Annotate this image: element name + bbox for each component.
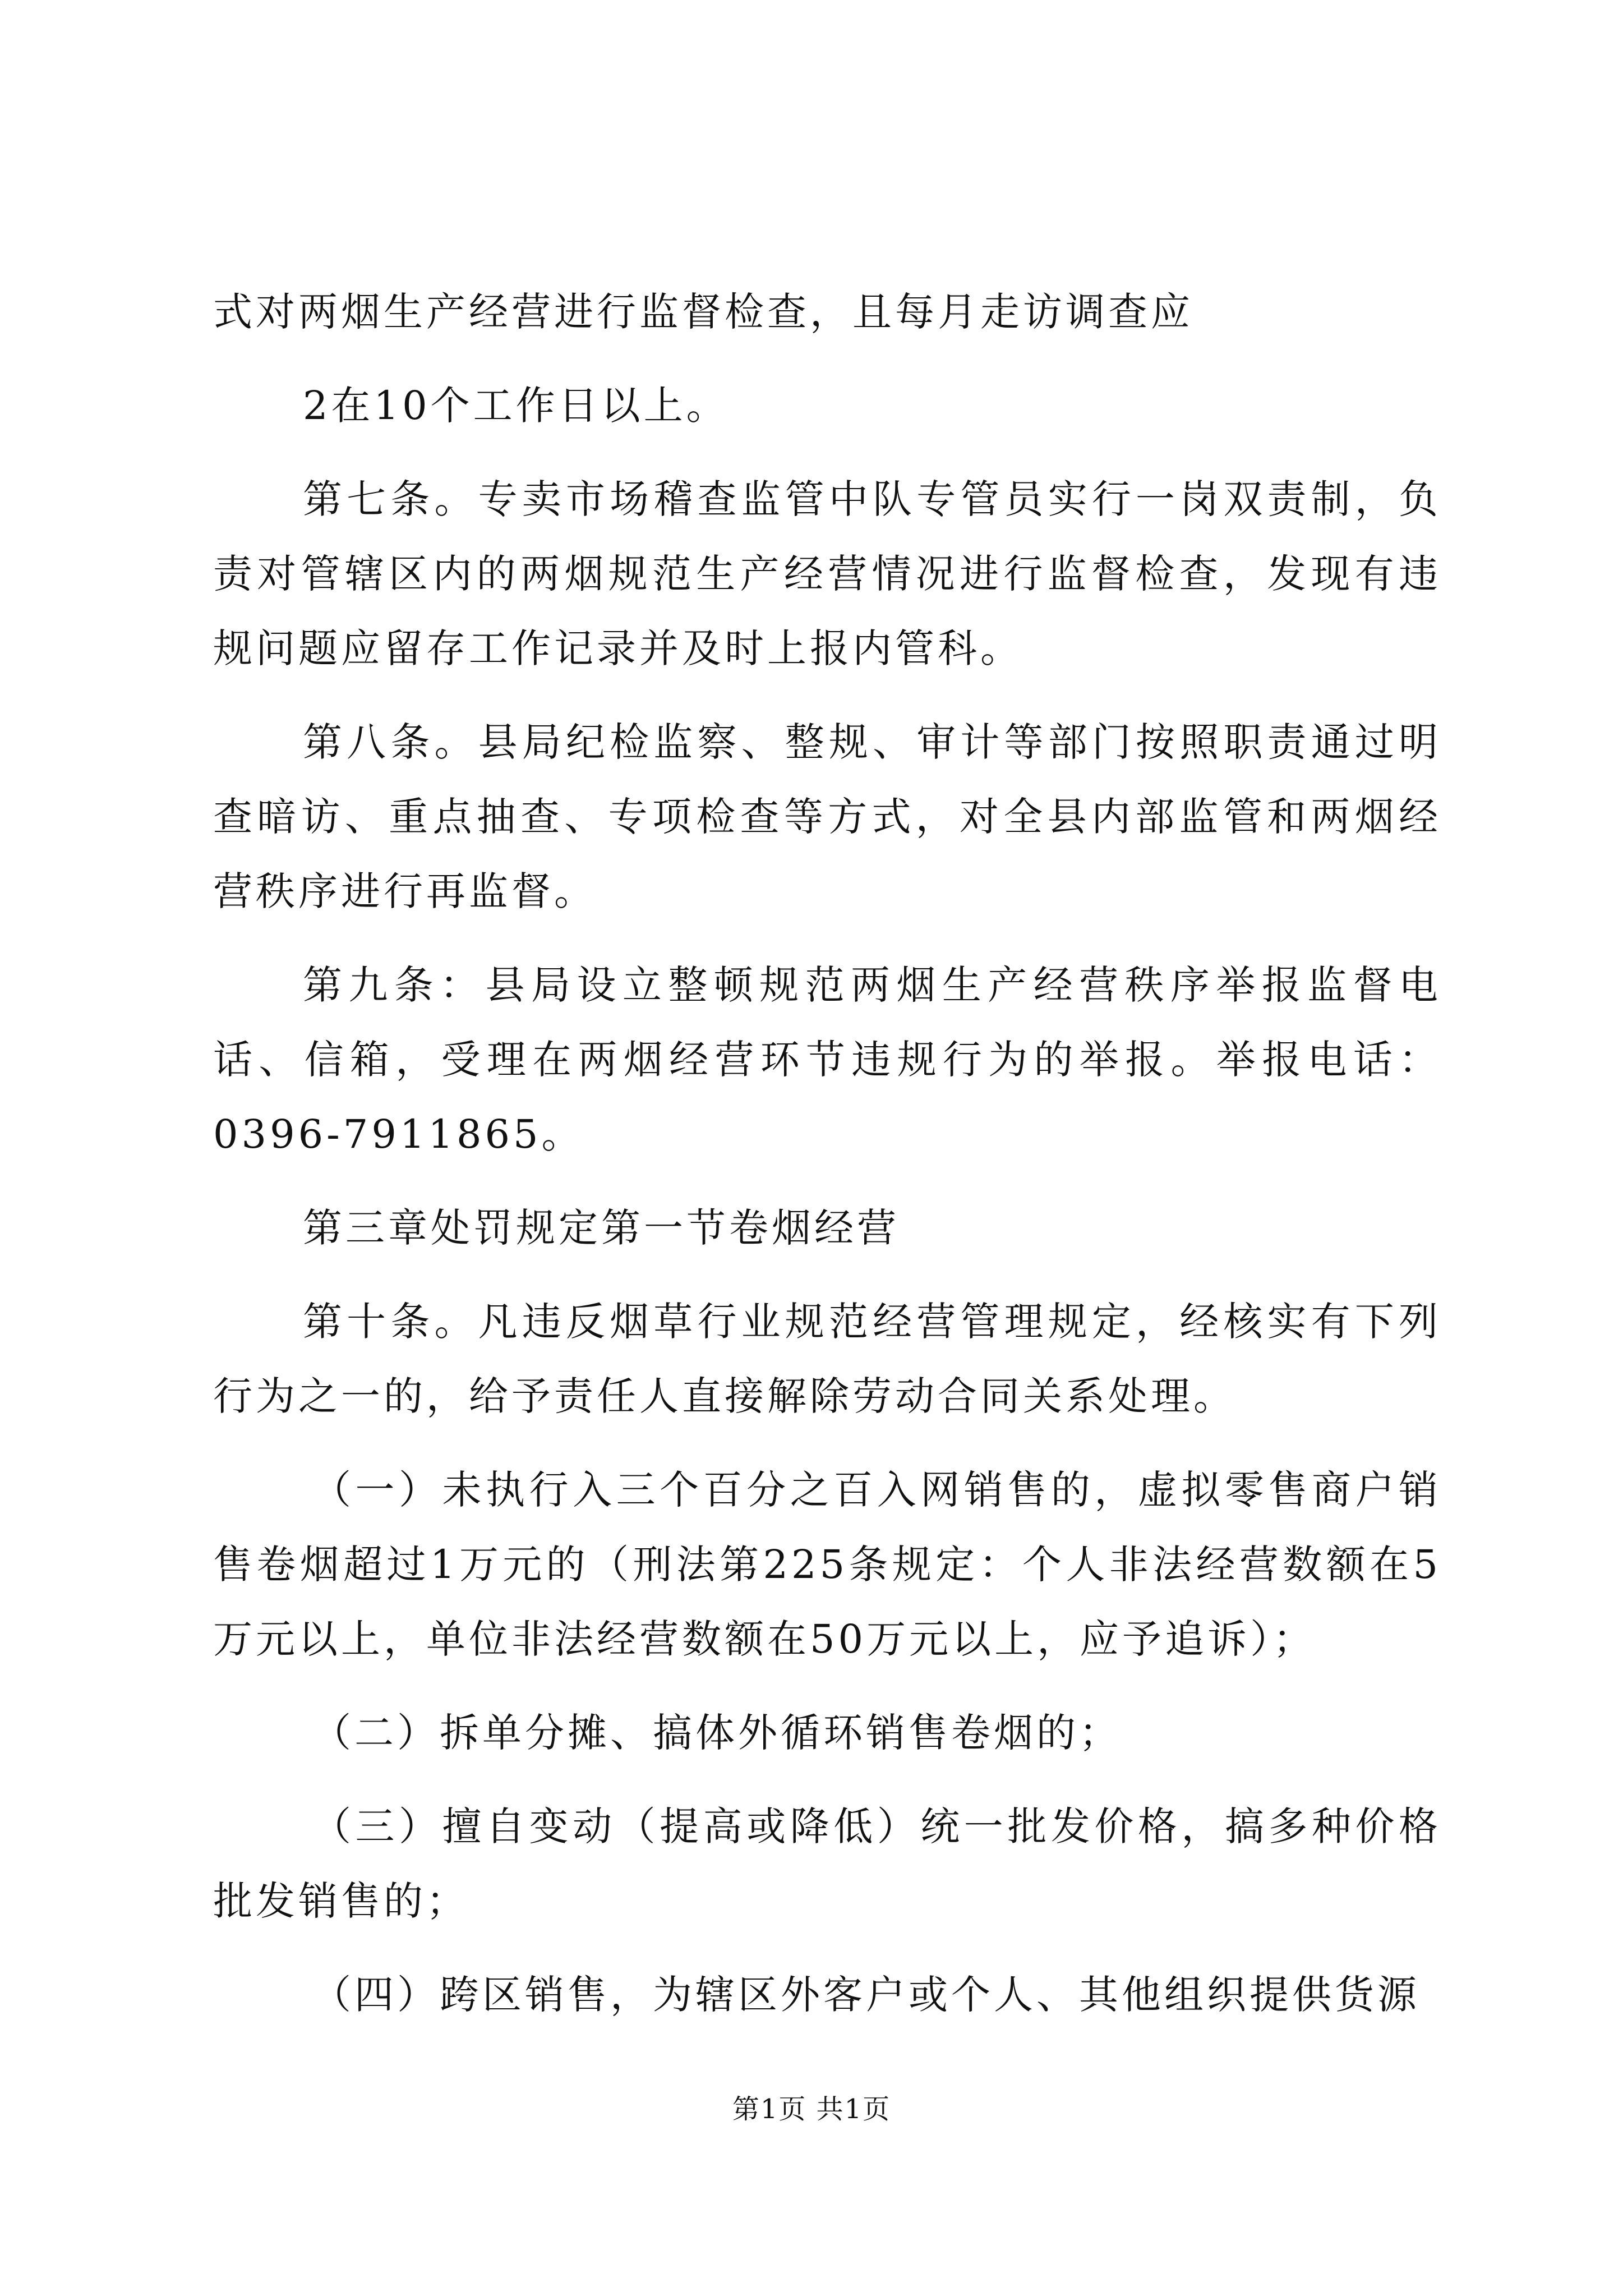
article-7: 第七条。专卖市场稽查监管中队专管员实行一岗双责制，负责对管辖区内的两烟规范生产经营情况进行监督检查，发现有违规问题应留存工作记录并及时上报内管科。 bbox=[213, 476, 1441, 671]
document-body bbox=[213, 275, 1441, 2051]
clause-1: （一）未执行入三个百分之百入网销售的，虚拟零售商户销售卷烟超过1万元的（刑法第225条规定：个人非法经营数额在5万元以上，单位非法经营数额在50万元以上，应予追诉）； bbox=[213, 1467, 1441, 1662]
clause-3: （三）擅自变动（提高或降低）统一批发价格，搞多种价格批发销售的； bbox=[213, 1803, 1441, 1924]
clause-4: （四）跨区销售，为辖区外客户或个人、其他组织提供货源 bbox=[312, 1972, 1420, 2018]
article-10: 第十条。凡违反烟草行业规范经营管理规定，经核实有下列行为之一的，给予责任人直接解除劳动合同关系处理。 bbox=[213, 1299, 1441, 1419]
article-8: 第八条。县局纪检监察、整规、审计等部门按照职责通过明查暗访、重点抽查、专项检查等方式，对全县内部监管和两烟经营秩序进行再监督。 bbox=[213, 719, 1441, 914]
clause-2: （二）拆单分摊、搞体外循环销售卷烟的； bbox=[312, 1710, 1122, 1756]
paragraph-continuation: 式对两烟生产经营进行监督检查，且每月走访调查应 bbox=[213, 289, 1193, 335]
article-9: 第九条：县局设立整顿规范两烟生产经营秩序举报监督电话、信箱，受理在两烟经营环节违规行为的举报。举报电话：0396-7911865。 bbox=[213, 962, 1441, 1157]
paragraph-continuation-end: 2在10个工作日以上。 bbox=[303, 383, 729, 429]
chapter-heading: 第三章处罚规定第一节卷烟经营 bbox=[303, 1205, 900, 1251]
page-number-footer: 第1页 共1页 bbox=[732, 2093, 891, 2125]
